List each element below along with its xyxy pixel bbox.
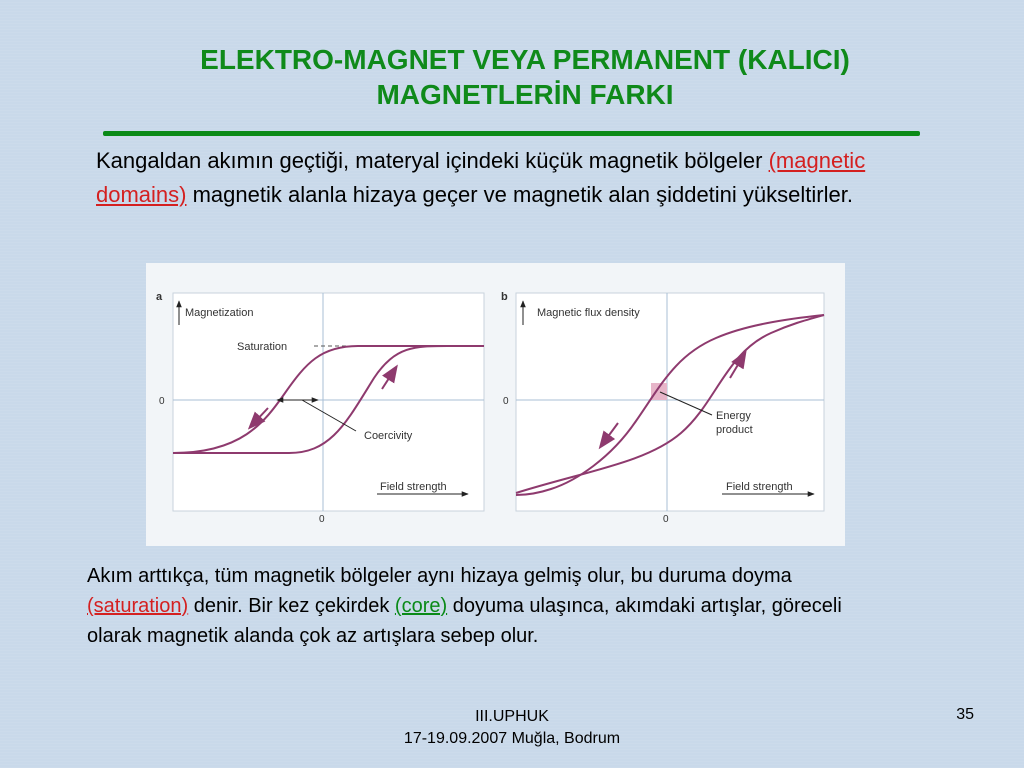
intro-paragraph — [96, 144, 926, 212]
panel-a-saturation-label: Saturation — [237, 341, 288, 353]
footer-event: III.UPHUK — [475, 708, 549, 725]
panel-b-energy-label-2: product — [716, 424, 753, 436]
hysteresis-figure — [146, 263, 845, 546]
panel-b-y-axis-label: Magnetic flux density — [537, 307, 640, 319]
term-core: (core) — [394, 595, 448, 617]
panel-b-x-axis-label: Field strength — [726, 481, 793, 493]
term-saturation: (saturation) — [87, 595, 189, 617]
title-underline — [103, 131, 920, 136]
term-magnetic-domains: (magnetic domains) — [96, 148, 866, 207]
panel-b-energy-label-1: Energy — [716, 410, 751, 422]
intro-text-b: magnetik alanla hizaya geçer ve magnetik alan şiddetini yükseltirler. — [186, 182, 853, 207]
saturation-text-b: denir. Bir kez çekirdek — [188, 595, 395, 617]
slide-footer — [362, 706, 662, 750]
footer-date-location: 17-19.09.2007 Muğla, Bodrum — [403, 730, 621, 747]
slide-number: 35 — [956, 706, 974, 723]
panel-a-plot-area — [173, 293, 484, 511]
panel-a-y-axis-label: Magnetization — [185, 307, 254, 319]
panel-b-label: b — [501, 291, 508, 303]
hysteresis-diagram — [146, 263, 845, 546]
slide-title — [100, 42, 950, 112]
panel-b-plot-area — [516, 293, 824, 511]
panel-a-zero-x: 0 — [319, 514, 325, 525]
saturation-paragraph — [87, 561, 887, 651]
panel-b-zero-x: 0 — [663, 514, 669, 525]
panel-a-label: a — [156, 291, 163, 303]
panel-a-coercivity-label: Coercivity — [364, 430, 413, 442]
title-line-1: ELEKTRO-MAGNET VEYA PERMANENT (KALICI) — [200, 44, 850, 75]
saturation-text-a: Akım arttıkça, tüm magnetik bölgeler aynı hizaya gelmiş olur, bu duruma doyma — [87, 565, 792, 587]
panel-a-x-axis-label: Field strength — [380, 481, 447, 493]
intro-text-a: Kangaldan akımın geçtiği, materyal içindeki küçük magnetik bölgeler — [96, 148, 769, 173]
title-line-2: MAGNETLERİN FARKI — [376, 79, 674, 110]
panel-b-zero-y: 0 — [503, 396, 509, 407]
saturation-text-c: doyuma ulaşınca, akımdaki artışlar, göreceli olarak magnetik alanda çok az artışlara sebep olur. — [87, 595, 842, 647]
energy-product-area — [651, 383, 667, 400]
panel-a-zero-y: 0 — [159, 396, 165, 407]
